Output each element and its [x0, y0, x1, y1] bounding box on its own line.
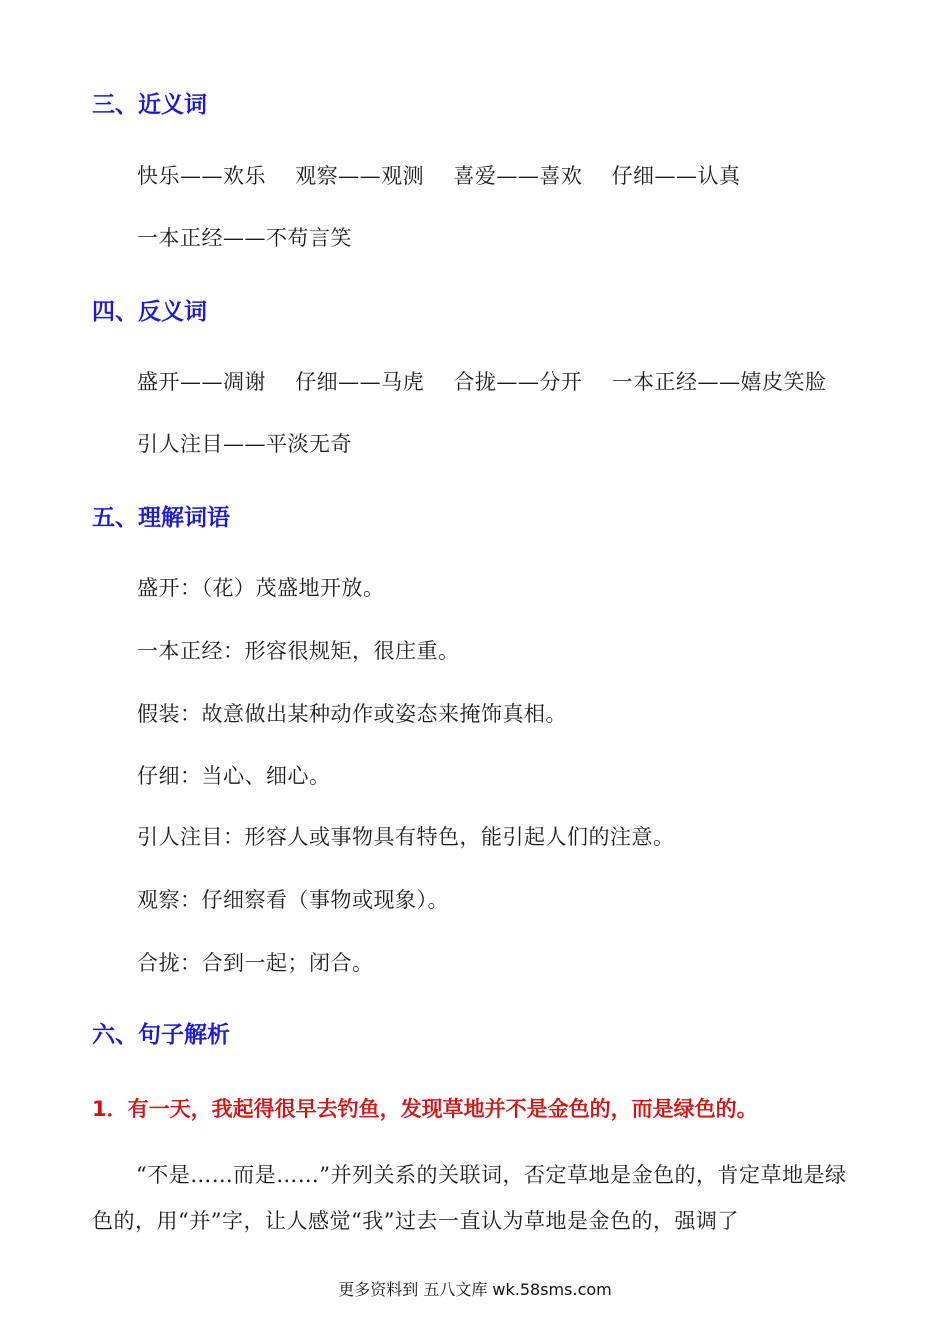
- synonyms-row-2: 一本正经——不苟言笑: [137, 226, 352, 250]
- section-heading-antonyms: 四、反义词: [92, 299, 207, 325]
- definition-item: 仔细：当心、细心。: [137, 764, 331, 788]
- antonym-pair: 合拢——分开: [453, 370, 583, 394]
- section-heading-synonyms: 三、近义词: [92, 92, 207, 118]
- sentence-item-explanation: “不是……而是……”并列关系的关联词，否定草地是金色的，肯定草地是绿色的，用“并”字，让人感觉“我”过去一直认为草地是金色的，强调了: [92, 1163, 847, 1233]
- definition-item: 合拢：合到一起；闭合。: [137, 951, 374, 975]
- antonym-pair: 盛开——凋谢: [137, 370, 266, 394]
- antonym-pair: 仔细——马虎: [295, 370, 425, 394]
- definition-item: 假装：故意做出某种动作或姿态来掩饰真相。: [137, 702, 567, 726]
- synonyms-row-1: [137, 160, 763, 190]
- antonyms-row-1: [137, 366, 849, 396]
- definition-item: 引人注目：形容人或事物具有特色，能引起人们的注意。: [137, 825, 675, 849]
- synonym-pair: 快乐——欢乐: [137, 164, 266, 188]
- synonym-pair: 仔细——认真: [611, 164, 741, 188]
- sentence-item-title: 1．有一天，我起得很早去钓鱼，发现草地并不是金色的，而是绿色的。: [92, 1097, 758, 1121]
- section-heading-sentences: 六、句子解析: [92, 1022, 230, 1048]
- definition-item: 观察：仔细察看（事物或现象）。: [137, 888, 449, 912]
- synonym-pair: 喜爱——喜欢: [453, 164, 583, 188]
- definition-item: 一本正经：形容很规矩，很庄重。: [137, 639, 460, 663]
- antonyms-row-2: 引人注目——平淡无奇: [137, 432, 352, 456]
- page-footer: 更多资料到 五八文库 wk.58sms.com: [338, 1280, 612, 1299]
- synonym-pair: 观察——观测: [295, 164, 425, 188]
- definition-item: 盛开：（花）茂盛地开放。: [137, 576, 385, 600]
- section-heading-definitions: 五、理解词语: [92, 505, 230, 531]
- antonym-pair: 一本正经——嬉皮笑脸: [611, 370, 827, 394]
